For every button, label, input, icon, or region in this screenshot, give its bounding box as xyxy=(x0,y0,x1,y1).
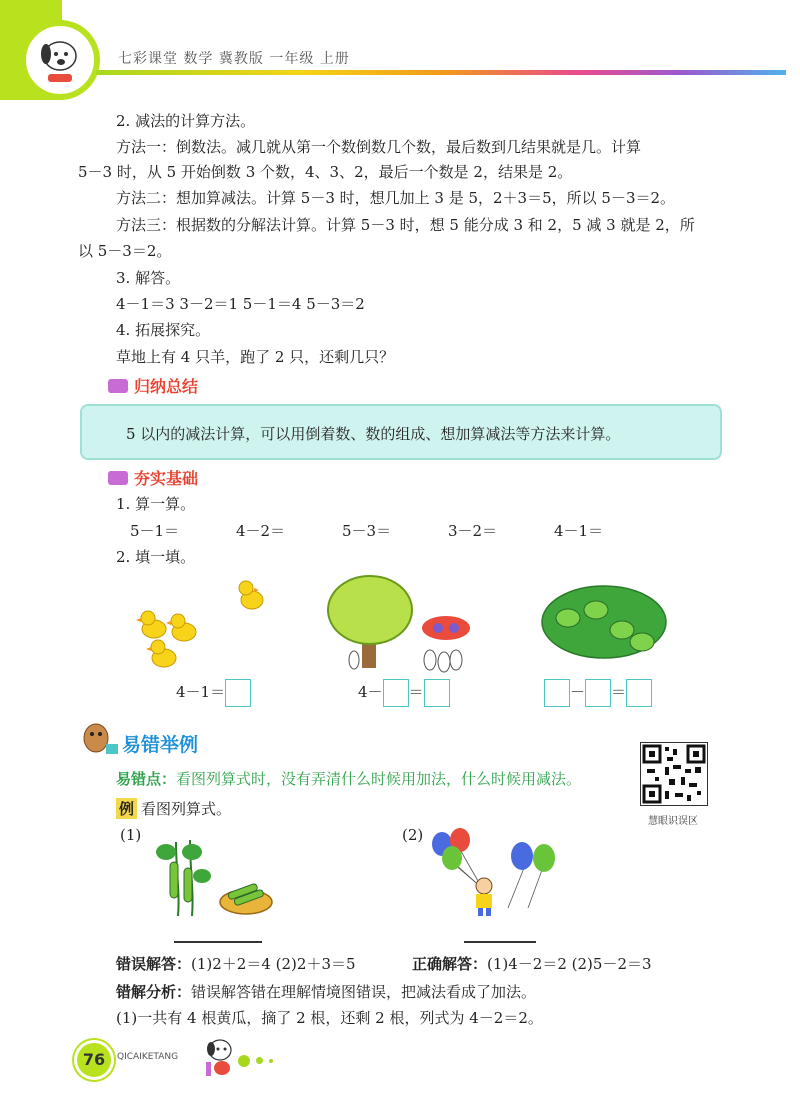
page-number: 76 xyxy=(74,1040,114,1080)
minus-sign: － xyxy=(570,683,586,701)
equals-sign: ＝ xyxy=(611,683,627,701)
potato-mascot-icon xyxy=(80,720,120,756)
book-title: 七彩课堂 数学 冀教版 一年级 上册 xyxy=(118,51,350,67)
underline xyxy=(174,941,262,943)
basics-heading-label: 夯实基础 xyxy=(134,469,199,488)
question-2: 2. 填一填。 xyxy=(116,548,196,566)
answer-box[interactable] xyxy=(383,679,409,707)
frogs-illustration xyxy=(538,580,668,670)
right-answer xyxy=(412,953,652,974)
example-tag: 例 xyxy=(116,798,137,819)
cucumbers-illustration xyxy=(146,832,276,918)
fill-row-frogs xyxy=(544,679,652,707)
page-header xyxy=(0,0,800,100)
text-line: 3. 解答。 xyxy=(116,269,181,287)
answer-box[interactable] xyxy=(544,679,570,707)
text-line: 4－1＝3 3－2＝1 5－1＝4 5－3＝2 xyxy=(116,295,365,313)
error-point xyxy=(116,768,581,789)
dot xyxy=(256,1057,263,1064)
summary-heading xyxy=(108,374,198,397)
explanation-line: (1)一共有 4 根黄瓜，摘了 2 根，还剩 2 根，列式为 4－2＝2。 xyxy=(116,1009,543,1027)
footer-mascot-icon xyxy=(200,1034,236,1078)
answer-box[interactable] xyxy=(626,679,652,707)
right-answer-text: (1)4－2＝2 (2)5－2＝3 xyxy=(487,955,652,973)
error-analysis-text: 错误解答错在理解情境图错误，把减法看成了加法。 xyxy=(191,983,537,1001)
summary-heading-label: 归纳总结 xyxy=(134,377,199,396)
tree-rabbits-illustration xyxy=(326,572,476,676)
wrong-answer-label: 错误解答： xyxy=(116,955,192,973)
mascot-logo xyxy=(20,20,100,100)
example-text: 看图列算式。 xyxy=(141,800,232,818)
equals-sign: ＝ xyxy=(408,683,424,701)
section-heading-subtraction: 2. 减法的计算方法。 xyxy=(116,112,256,130)
summary-box xyxy=(80,404,722,460)
calc-item: 4－1＝ xyxy=(554,522,604,540)
fill-row-tree xyxy=(358,679,450,707)
text-line: 4. 拓展探究。 xyxy=(116,321,211,339)
error-analysis-label: 错解分析： xyxy=(116,983,192,1001)
right-answer-label: 正确解答： xyxy=(412,955,488,973)
footer-dots xyxy=(238,1050,279,1069)
basics-heading xyxy=(108,466,198,489)
text-line: 方法二：想加算减法。计算 5－3 时，想几加上 3 是 5，2＋3＝5，所以 5－3＝2。 xyxy=(116,189,676,207)
pencil-icon xyxy=(108,471,128,485)
fill-equation: 4－1＝ xyxy=(176,683,226,701)
qr-label: 慧眼识误区 xyxy=(648,816,698,827)
errors-heading: 易错举例 xyxy=(122,734,199,756)
calc-item: 5－1＝ xyxy=(130,522,180,540)
dot xyxy=(238,1055,250,1067)
wrong-answer-text: (1)2＋2＝4 (2)2＋3＝5 xyxy=(191,955,356,973)
ducks-illustration xyxy=(126,574,276,674)
calc-item: 5－3＝ xyxy=(342,522,392,540)
underline xyxy=(464,941,536,943)
fill-equation: 4－ xyxy=(358,683,383,701)
text-line: 方法三：根据数的分解法计算。计算 5－3 时，想 5 能分成 3 和 2，5 减 3 就是 2，所 xyxy=(116,216,695,234)
example-line xyxy=(116,798,231,819)
question-1: 1. 算一算。 xyxy=(116,495,196,513)
dot xyxy=(269,1059,273,1063)
answer-box[interactable] xyxy=(585,679,611,707)
error-point-text: 看图列算式时，没有弄清什么时候用加法，什么时候用减法。 xyxy=(176,770,582,788)
calc-item: 3－2＝ xyxy=(448,522,498,540)
text-line: 以 5－3＝2。 xyxy=(78,242,172,260)
rainbow-rule xyxy=(96,70,786,75)
pencil-icon xyxy=(108,379,128,393)
part-1-label: (1) xyxy=(120,826,142,844)
answer-box[interactable] xyxy=(225,679,251,707)
text-line: 5－3 时，从 5 开始倒数 3 个数，4、3、2，最后一个数是 2，结果是 2。 xyxy=(78,163,573,181)
summary-text: 5 以内的减法计算，可以用倒着数、数的组成、想加算减法等方法来计算。 xyxy=(126,425,621,443)
part-2-label: (2) xyxy=(402,826,424,844)
wrong-answer xyxy=(116,953,356,974)
qr-code[interactable] xyxy=(640,742,708,806)
text-line: 方法一：倒数法。减几就从第一个数倒数几个数，最后数到几结果就是几。计算 xyxy=(116,138,642,156)
fill-row-ducks xyxy=(176,679,251,707)
error-point-label: 易错点： xyxy=(116,770,177,788)
answer-box[interactable] xyxy=(424,679,450,707)
error-analysis xyxy=(116,981,536,1002)
balloons-illustration xyxy=(428,828,558,918)
footer-brand: QICAIKETANG xyxy=(117,1052,179,1062)
calc-item: 4－2＝ xyxy=(236,522,286,540)
text-line: 草地上有 4 只羊，跑了 2 只，还剩几只？ xyxy=(116,348,395,366)
